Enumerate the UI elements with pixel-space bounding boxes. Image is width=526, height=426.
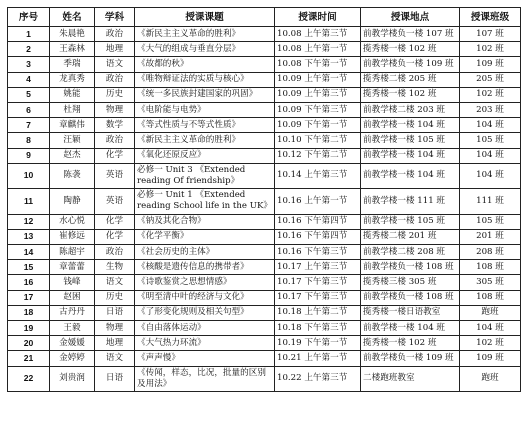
- cell-topic: 必修一 Unit 3 《Extended reading Of friendship》: [135, 163, 275, 189]
- cell-topic: 《声声慢》: [135, 351, 275, 366]
- cell-class: 203 班: [460, 102, 521, 117]
- cell-place: 前教学楼二楼 203 班: [361, 102, 460, 117]
- cell-subject: 地理: [95, 336, 135, 351]
- cell-topic: 《自由落体运动》: [135, 321, 275, 336]
- cell-subject: 物理: [95, 321, 135, 336]
- cell-subject: 物理: [95, 102, 135, 117]
- table-row: [8, 72, 521, 87]
- table-row: [8, 87, 521, 102]
- cell-subject: 语文: [95, 275, 135, 290]
- header-subject: 学科: [95, 8, 135, 27]
- cell-class: 104 班: [460, 163, 521, 189]
- cell-place: 前教学楼一楼 105 班: [361, 133, 460, 148]
- cell-place: 前教学楼一楼 104 班: [361, 118, 460, 133]
- cell-subject: 日语: [95, 366, 135, 392]
- header-name: 姓名: [50, 8, 95, 27]
- cell-seq: 22: [8, 366, 50, 392]
- cell-seq: 19: [8, 321, 50, 336]
- cell-time: 10.16 上午第一节: [275, 189, 361, 215]
- cell-class: 105 班: [460, 214, 521, 229]
- cell-seq: 16: [8, 275, 50, 290]
- cell-seq: 4: [8, 72, 50, 87]
- cell-class: 205 班: [460, 72, 521, 87]
- cell-place: 前教学楼负一楼 107 班: [361, 27, 460, 42]
- cell-teacher: 杜翔: [50, 102, 95, 117]
- header-place: 授课地点: [361, 8, 460, 27]
- cell-time: 10.18 下午第三节: [275, 321, 361, 336]
- table-row: [8, 102, 521, 117]
- cell-topic: 《新民主主义革命的胜利》: [135, 133, 275, 148]
- cell-time: 10.09 上午第三节: [275, 87, 361, 102]
- table-row: [8, 290, 521, 305]
- cell-teacher: 王毅: [50, 321, 95, 336]
- cell-subject: 生物: [95, 260, 135, 275]
- cell-teacher: 金婷婷: [50, 351, 95, 366]
- cell-teacher: 季瑞: [50, 57, 95, 72]
- header-class: 授课班级: [460, 8, 521, 27]
- schedule-document: [7, 7, 520, 392]
- cell-place: 揽秀楼二楼 205 班: [361, 72, 460, 87]
- cell-topic: 《钠及其化合物》: [135, 214, 275, 229]
- cell-teacher: 赵杰: [50, 148, 95, 163]
- header-time: 授课时间: [275, 8, 361, 27]
- cell-subject: 日语: [95, 305, 135, 320]
- header-topic: 授课课题: [135, 8, 275, 27]
- cell-time: 10.09 上午第一节: [275, 72, 361, 87]
- cell-topic: 必修一 Unit 1 《Extended reading School life in the UK》: [135, 189, 275, 215]
- cell-time: 10.17 下午第三节: [275, 290, 361, 305]
- cell-subject: 语文: [95, 57, 135, 72]
- cell-time: 10.14 上午第三节: [275, 163, 361, 189]
- cell-time: 10.08 上午第三节: [275, 27, 361, 42]
- cell-subject: 化学: [95, 229, 135, 244]
- cell-teacher: 陈袭: [50, 163, 95, 189]
- cell-time: 10.16 下午第四节: [275, 229, 361, 244]
- cell-topic: 《等式性质与不等式性质》: [135, 118, 275, 133]
- table-row: [8, 305, 521, 320]
- cell-subject: 政治: [95, 72, 135, 87]
- cell-place: 前教学楼一楼 104 班: [361, 148, 460, 163]
- table-row: [8, 189, 521, 215]
- cell-class: 102 班: [460, 42, 521, 57]
- cell-place: 前教学楼一楼 104 班: [361, 163, 460, 189]
- table-row: [8, 275, 521, 290]
- table-row: [8, 321, 521, 336]
- cell-class: 跑班: [460, 305, 521, 320]
- cell-topic: 《了形变化规则及相关句型》: [135, 305, 275, 320]
- cell-place: 前教学楼二楼 208 班: [361, 245, 460, 260]
- table-row: [8, 366, 521, 392]
- cell-class: 109 班: [460, 351, 521, 366]
- cell-place: 揽秀楼一楼 102 班: [361, 42, 460, 57]
- cell-class: 108 班: [460, 260, 521, 275]
- cell-teacher: 陈超宇: [50, 245, 95, 260]
- cell-seq: 10: [8, 163, 50, 189]
- table-row: [8, 260, 521, 275]
- table-row: [8, 214, 521, 229]
- cell-place: 揽秀楼一楼 102 班: [361, 336, 460, 351]
- cell-time: 10.08 下午第一节: [275, 57, 361, 72]
- header-row: [8, 8, 521, 27]
- cell-time: 10.17 上午第三节: [275, 260, 361, 275]
- cell-class: 208 班: [460, 245, 521, 260]
- cell-seq: 20: [8, 336, 50, 351]
- cell-time: 10.09 下午第三节: [275, 102, 361, 117]
- cell-subject: 历史: [95, 87, 135, 102]
- table-row: [8, 351, 521, 366]
- cell-seq: 14: [8, 245, 50, 260]
- cell-teacher: 崔修远: [50, 229, 95, 244]
- cell-teacher: 章麒伟: [50, 118, 95, 133]
- cell-class: 201 班: [460, 229, 521, 244]
- table-row: [8, 148, 521, 163]
- cell-subject: 数学: [95, 118, 135, 133]
- cell-topic: 《统一多民族封建国家的巩固》: [135, 87, 275, 102]
- cell-seq: 13: [8, 229, 50, 244]
- cell-time: 10.08 上午第一节: [275, 42, 361, 57]
- cell-place: 前教学楼负一楼 109 班: [361, 351, 460, 366]
- cell-topic: 《电阶能与电势》: [135, 102, 275, 117]
- cell-subject: 化学: [95, 214, 135, 229]
- cell-class: 102 班: [460, 336, 521, 351]
- table-row: [8, 245, 521, 260]
- cell-time: 10.21 上午第一节: [275, 351, 361, 366]
- cell-seq: 9: [8, 148, 50, 163]
- cell-subject: 政治: [95, 245, 135, 260]
- cell-place: 前教学楼负一楼 108 班: [361, 260, 460, 275]
- header-seq: 序号: [8, 8, 50, 27]
- cell-topic: 《核酸是遗传信息的携带者》: [135, 260, 275, 275]
- cell-seq: 6: [8, 102, 50, 117]
- cell-seq: 15: [8, 260, 50, 275]
- cell-teacher: 龙真秀: [50, 72, 95, 87]
- cell-time: 10.12 下午第二节: [275, 148, 361, 163]
- table-row: [8, 336, 521, 351]
- cell-topic: 《化学平衡》: [135, 229, 275, 244]
- cell-seq: 11: [8, 189, 50, 215]
- cell-teacher: 汪颖: [50, 133, 95, 148]
- cell-topic: 《新民主主义革命的胜利》: [135, 27, 275, 42]
- cell-seq: 12: [8, 214, 50, 229]
- cell-time: 10.09 下午第一节: [275, 118, 361, 133]
- cell-teacher: 古丹丹: [50, 305, 95, 320]
- cell-place: 二楼跑班教室: [361, 366, 460, 392]
- cell-topic: 《社会历史的主体》: [135, 245, 275, 260]
- cell-teacher: 赵困: [50, 290, 95, 305]
- cell-place: 揽秀楼三楼 305 班: [361, 275, 460, 290]
- cell-class: 107 班: [460, 27, 521, 42]
- cell-teacher: 钱峰: [50, 275, 95, 290]
- cell-time: 10.16 下午第四节: [275, 214, 361, 229]
- cell-time: 10.10 下午第二节: [275, 133, 361, 148]
- cell-seq: 18: [8, 305, 50, 320]
- table-row: [8, 229, 521, 244]
- cell-time: 10.19 下午第一节: [275, 336, 361, 351]
- cell-time: 10.16 下午第三节: [275, 245, 361, 260]
- cell-seq: 1: [8, 27, 50, 42]
- cell-topic: 《传闻，样态，比况，批量的区别及用法》: [135, 366, 275, 392]
- cell-class: 跑班: [460, 366, 521, 392]
- cell-subject: 语文: [95, 351, 135, 366]
- table-row: [8, 133, 521, 148]
- cell-topic: 《大气热力环流》: [135, 336, 275, 351]
- cell-place: 揽秀楼一楼 102 班: [361, 87, 460, 102]
- cell-place: 前教学楼一楼 104 班: [361, 321, 460, 336]
- cell-class: 102 班: [460, 87, 521, 102]
- table-row: [8, 163, 521, 189]
- cell-place: 揽秀楼二楼 201 班: [361, 229, 460, 244]
- cell-subject: 政治: [95, 133, 135, 148]
- table-row: [8, 42, 521, 57]
- cell-class: 104 班: [460, 321, 521, 336]
- schedule-table: [7, 7, 521, 392]
- cell-class: 104 班: [460, 118, 521, 133]
- cell-place: 前教学楼一楼 105 班: [361, 214, 460, 229]
- cell-seq: 21: [8, 351, 50, 366]
- cell-class: 105 班: [460, 133, 521, 148]
- cell-teacher: 王森林: [50, 42, 95, 57]
- cell-seq: 5: [8, 87, 50, 102]
- cell-class: 109 班: [460, 57, 521, 72]
- cell-seq: 8: [8, 133, 50, 148]
- cell-topic: 《明至清中叶的经济与文化》: [135, 290, 275, 305]
- cell-seq: 7: [8, 118, 50, 133]
- cell-place: 前教学楼负一楼 108 班: [361, 290, 460, 305]
- cell-teacher: 朱晨艳: [50, 27, 95, 42]
- table-row: [8, 57, 521, 72]
- cell-place: 前教学楼一楼 111 班: [361, 189, 460, 215]
- cell-teacher: 陶静: [50, 189, 95, 215]
- cell-subject: 地理: [95, 42, 135, 57]
- cell-time: 10.17 下午第三节: [275, 275, 361, 290]
- cell-teacher: 水心悦: [50, 214, 95, 229]
- cell-teacher: 章蕾蕾: [50, 260, 95, 275]
- cell-seq: 2: [8, 42, 50, 57]
- cell-seq: 3: [8, 57, 50, 72]
- cell-topic: 《大气的组成与垂直分层》: [135, 42, 275, 57]
- cell-teacher: 刘贵润: [50, 366, 95, 392]
- cell-seq: 17: [8, 290, 50, 305]
- cell-class: 111 班: [460, 189, 521, 215]
- cell-teacher: 姚能: [50, 87, 95, 102]
- cell-subject: 政治: [95, 27, 135, 42]
- table-row: [8, 118, 521, 133]
- cell-place: 揽秀楼一楼日语教室: [361, 305, 460, 320]
- cell-topic: 《唯物辩证法的实质与核心》: [135, 72, 275, 87]
- cell-class: 104 班: [460, 148, 521, 163]
- cell-subject: 英语: [95, 163, 135, 189]
- cell-time: 10.18 上午第二节: [275, 305, 361, 320]
- cell-topic: 《故都的秋》: [135, 57, 275, 72]
- cell-subject: 历史: [95, 290, 135, 305]
- cell-time: 10.22 上午第三节: [275, 366, 361, 392]
- cell-subject: 英语: [95, 189, 135, 215]
- cell-class: 305 班: [460, 275, 521, 290]
- cell-teacher: 金媛媛: [50, 336, 95, 351]
- cell-topic: 《诗歌鉴赏之思想情感》: [135, 275, 275, 290]
- cell-subject: 化学: [95, 148, 135, 163]
- table-row: [8, 27, 521, 42]
- cell-place: 前教学楼负一楼 109 班: [361, 57, 460, 72]
- cell-class: 108 班: [460, 290, 521, 305]
- cell-topic: 《氧化还原反应》: [135, 148, 275, 163]
